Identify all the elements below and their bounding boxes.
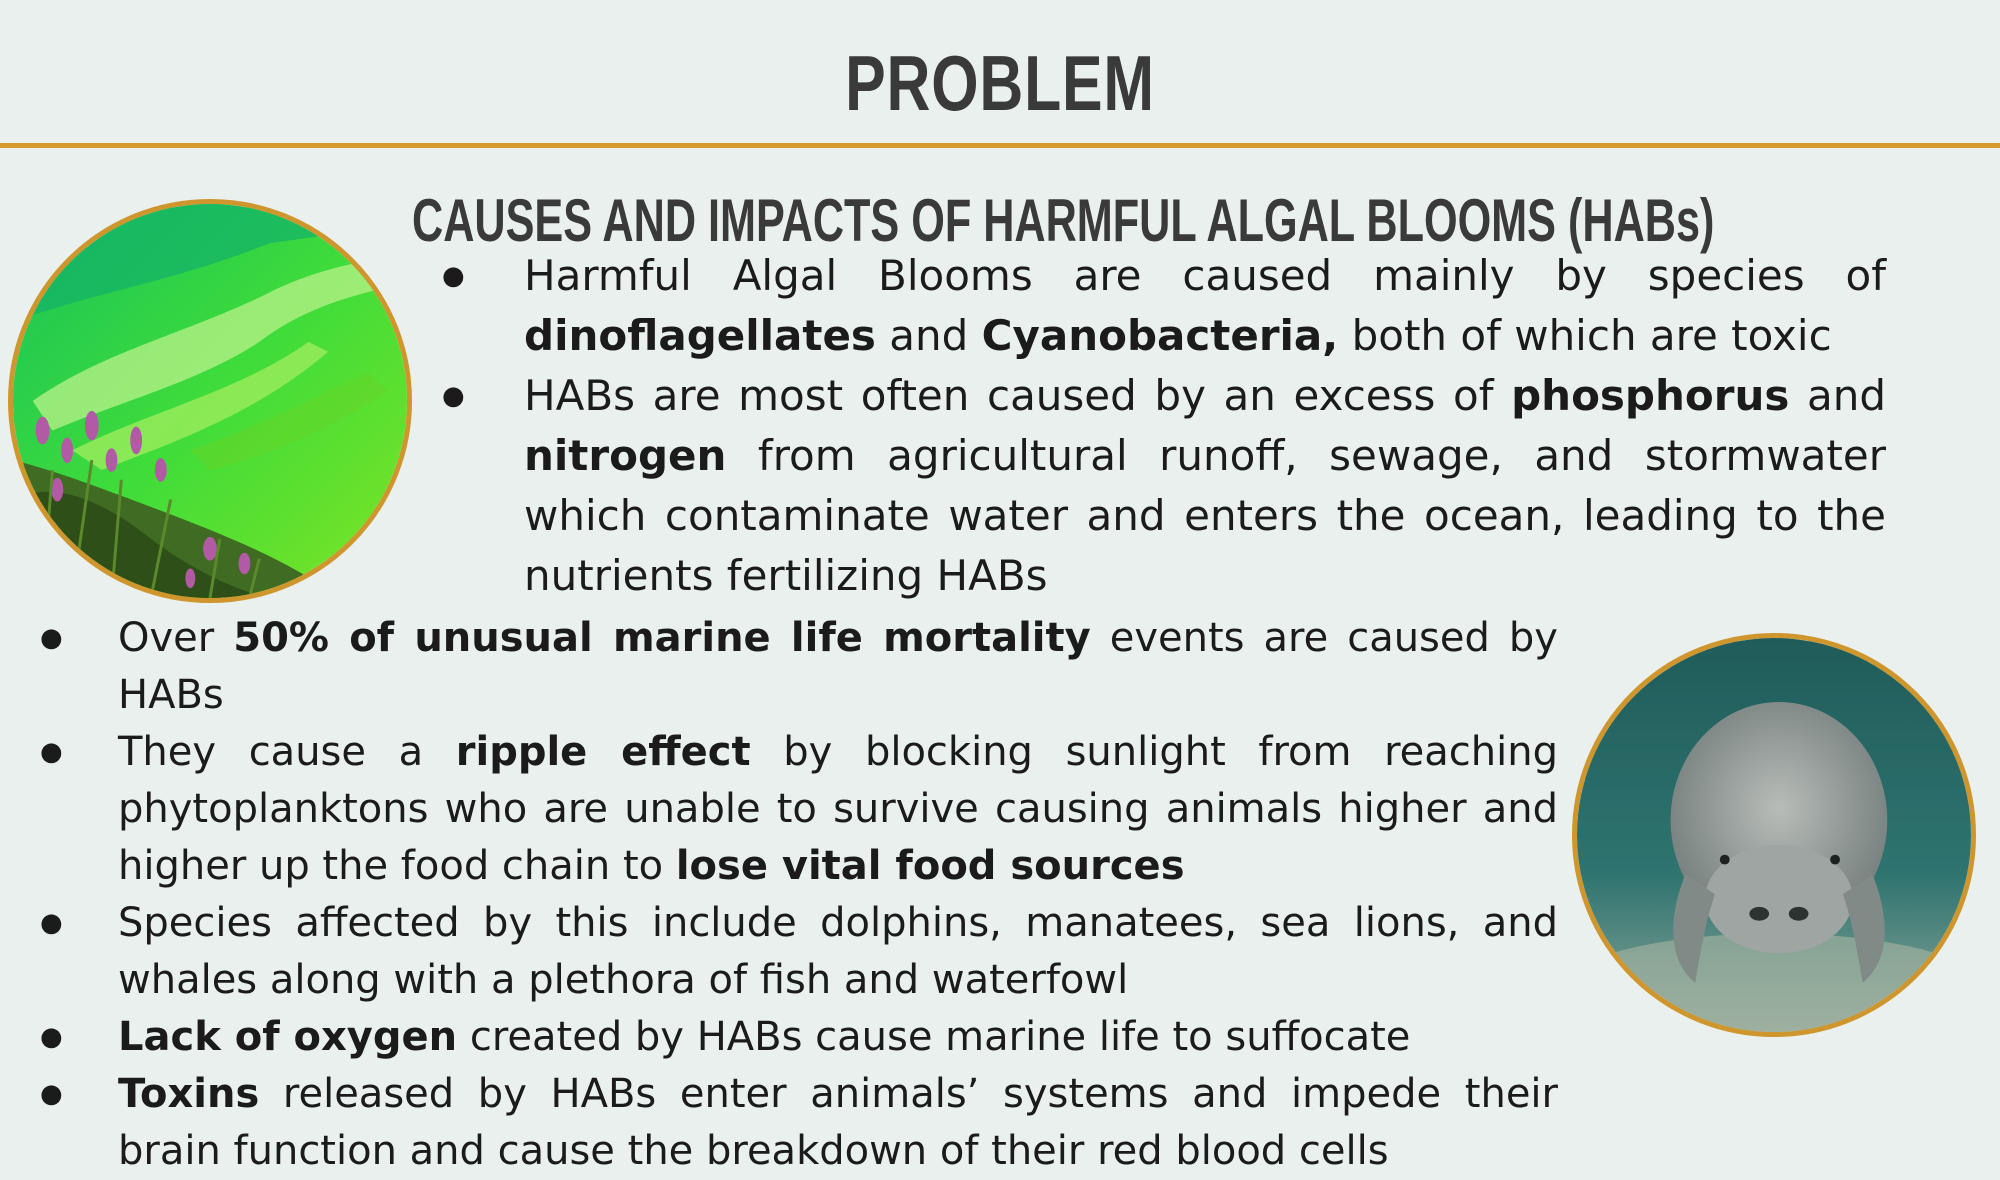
impacts-bullet-item [118,895,1558,1009]
bullet-text: released by HABs enter animals’ systems and impede their brain function and cause the breakdown of their red blood cells [118,1071,1558,1174]
impacts-bullet-item [118,724,1558,895]
bullet-text: created by HABs cause marine life to suffocate [457,1014,1411,1060]
causes-bullet-item [524,366,1886,606]
impacts-list [118,610,1558,1180]
bullet-text: HABs are most often caused by an excess of [524,371,1512,420]
impacts-bullet-item [118,1009,1558,1066]
slide-title: PROBLEM [845,39,1155,127]
slide-subtitle: CAUSES AND IMPACTS OF HARMFUL ALGAL BLOOMS (HABs) [412,187,1715,254]
bullet-text: and [1789,371,1886,420]
bullet-text: and [875,311,982,360]
emphasized-text: Lack of oxygen [118,1014,458,1060]
emphasized-text: lose vital food sources [675,843,1185,889]
bullet-text: by blocking sunlight from reaching phytoplanktons who are unable to survive causing animals higher and higher up the food chain to [118,729,1558,889]
bullet-text: events are caused by HABs [118,615,1558,718]
title-divider [0,143,2000,148]
causes-bullet-item [524,246,1886,366]
emphasized-text: ripple effect [455,729,751,775]
algae-bloom-photo [8,199,412,603]
emphasized-text: dinoflagellates [524,311,876,360]
bullet-text: from agricultural runoff, sewage, and stormwater which contaminate water and enters the ocean, leading to the nutrients fertilizing HABs [524,431,1886,600]
emphasized-text: nitrogen [524,431,727,480]
bullet-text: Over [118,615,234,661]
emphasized-text: Cyanobacteria, [981,311,1339,360]
bullet-text: Harmful Algal Blooms are caused mainly by species of [524,251,1886,300]
bullet-text: both of which are toxic [1338,311,1832,360]
emphasized-text: phosphorus [1511,371,1790,420]
emphasized-text: 50% of unusual marine life mortality [233,615,1091,661]
impacts-bullet-item [118,1066,1558,1180]
manatee-photo [1572,633,1976,1037]
bullet-text: Species affected by this include dolphins, manatees, sea lions, and whales along with a plethora of fish and waterfowl [118,900,1558,1003]
bullet-text: They cause a [118,729,456,775]
causes-list [524,246,1886,606]
emphasized-text: Toxins [118,1071,260,1117]
impacts-bullet-item [118,610,1558,724]
